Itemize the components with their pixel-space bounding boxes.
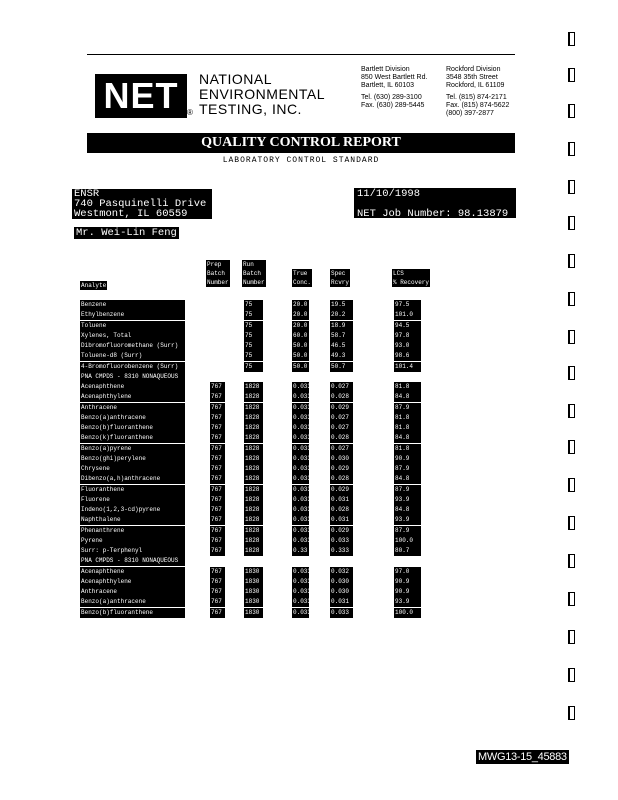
net-logo: NET	[95, 74, 187, 118]
cell-run-batch: 75	[244, 341, 263, 351]
cell-prep-batch: 767	[210, 515, 225, 525]
header-text: Run	[242, 260, 266, 269]
cell-analyte: Fluoranthene	[80, 485, 185, 495]
cell-prep-batch: 767	[210, 495, 225, 505]
cell-analyte: Toluene	[80, 321, 185, 331]
cell-analyte: Phenanthrene	[80, 526, 185, 536]
bartlett-line: 850 West Bartlett Rd.	[361, 74, 428, 81]
section-title: PNA CMPDS - 8310 NONAQUEOUS	[80, 556, 185, 566]
cell-prep-batch: 767	[210, 444, 225, 454]
scan-mark	[568, 216, 575, 230]
cell-true-conc: 0.033	[293, 475, 312, 483]
header-pct-recovery	[392, 269, 430, 287]
scan-mark	[568, 142, 575, 156]
scan-mark	[568, 254, 575, 268]
cell-analyte: Acenaphthene	[80, 567, 185, 577]
cell-prep-batch: 767	[210, 464, 225, 474]
cell-pct-recovery: 98.6	[394, 351, 421, 361]
table-row	[80, 464, 580, 474]
scan-mark	[568, 478, 575, 492]
scan-mark	[568, 68, 575, 82]
cell-true-conc: 0.033	[293, 516, 312, 524]
cell-pct-recovery: 90.9	[394, 454, 421, 464]
cell-analyte: Benzo(a)anthracene	[80, 413, 185, 423]
cell-pct-recovery: 84.8	[394, 392, 421, 402]
cell-pct-recovery: 101.4	[394, 362, 421, 372]
registered-mark-icon: ®	[187, 108, 193, 117]
header-text: Rcvry	[331, 279, 350, 286]
rockford-line: Tel. (815) 874-2171	[446, 94, 507, 101]
table-row	[80, 454, 580, 464]
job-number: NET Job Number: 98.13879	[357, 208, 509, 220]
table-row	[80, 444, 580, 454]
cell-run-batch: 1828	[244, 526, 263, 536]
cell-run-batch: 1828	[244, 392, 263, 402]
cell-true-conc: 0.033	[293, 577, 312, 585]
cell-analyte: Pyrene	[80, 536, 185, 546]
rockford-line: (800) 397-2877	[446, 110, 494, 117]
cell-pct-recovery: 93.9	[394, 515, 421, 525]
cell-pct-recovery: 84.8	[394, 474, 421, 484]
header-text: Batch	[206, 269, 230, 278]
cell-true-conc: 0.033	[293, 588, 312, 595]
scan-mark	[568, 668, 575, 682]
cell-analyte: Acenaphthylene	[80, 392, 185, 402]
cell-run-batch: 1828	[244, 433, 263, 443]
cell-spec-recovery: 0.027	[330, 382, 353, 392]
cell-run-batch: 1828	[244, 474, 263, 484]
cell-true-conc: 50.0	[293, 352, 308, 360]
cell-spec-recovery: 0.031	[330, 515, 353, 525]
rockford-address	[446, 66, 509, 118]
cell-true-conc: 0.033	[293, 526, 312, 534]
cell-pct-recovery: 81.8	[394, 413, 421, 423]
cell-analyte: Acenaphthene	[80, 382, 185, 392]
cell-analyte: Chrysene	[80, 464, 185, 474]
cell-analyte: Anthracene	[80, 403, 185, 413]
cell-prep-batch: 767	[210, 433, 225, 443]
rockford-line: Rockford Division	[446, 66, 501, 73]
cell-spec-recovery: 0.028	[330, 474, 353, 484]
table-row	[80, 567, 580, 577]
header-text: Batch	[242, 269, 266, 278]
cell-analyte: Indeno(1,2,3-cd)pyrene	[80, 505, 185, 515]
cell-true-conc: 50.0	[293, 342, 308, 349]
cell-run-batch: 75	[244, 321, 263, 331]
cell-run-batch: 1828	[244, 515, 263, 525]
scan-mark	[568, 180, 575, 194]
cell-true-conc: 0.033	[293, 465, 312, 472]
cell-true-conc: 0.033	[293, 506, 312, 513]
cell-prep-batch: 767	[210, 505, 225, 515]
table-row	[80, 515, 580, 525]
bartlett-line: Bartlett Division	[361, 66, 410, 73]
cell-prep-batch: 767	[210, 526, 225, 536]
cell-true-conc: 0.033	[293, 424, 312, 431]
table-row	[80, 587, 580, 597]
table-row	[80, 433, 580, 443]
cell-true-conc: 0.033	[293, 536, 312, 544]
cell-pct-recovery: 84.8	[394, 433, 421, 443]
cell-pct-recovery: 97.5	[394, 300, 421, 310]
header-text: % Recovery	[393, 279, 430, 286]
scan-mark	[568, 366, 575, 380]
table-row	[80, 577, 580, 587]
cell-run-batch: 1828	[244, 454, 263, 464]
cell-spec-recovery: 0.030	[330, 577, 353, 587]
cell-prep-batch: 767	[210, 454, 225, 464]
cell-pct-recovery: 93.9	[394, 597, 421, 607]
cell-true-conc: 0.033	[293, 454, 312, 462]
table-row	[80, 485, 580, 495]
cell-run-batch: 75	[244, 310, 263, 320]
cell-prep-batch: 767	[210, 546, 225, 556]
cell-true-conc: 0.033	[293, 598, 312, 606]
cell-analyte: Fluorene	[80, 495, 185, 505]
cell-run-batch: 75	[244, 351, 263, 361]
cell-prep-batch: 767	[210, 567, 225, 577]
bartlett-line: Fax. (630) 289-5445	[361, 102, 425, 109]
cell-spec-recovery: 50.7	[330, 362, 353, 372]
table-row	[80, 597, 580, 607]
cell-run-batch: 1828	[244, 413, 263, 423]
cell-prep-batch: 767	[210, 423, 225, 433]
table-row	[80, 351, 580, 361]
scan-mark	[568, 516, 575, 530]
scan-mark	[568, 292, 575, 306]
cell-prep-batch: 767	[210, 536, 225, 546]
scan-mark	[568, 592, 575, 606]
cell-spec-recovery: 0.027	[330, 413, 353, 423]
cell-analyte: Benzo(b)fluoranthene	[80, 608, 185, 618]
cell-analyte: Anthracene	[80, 587, 185, 597]
cell-pct-recovery: 94.5	[394, 321, 421, 331]
cell-run-batch: 1828	[244, 546, 263, 556]
client-contact: Mr. Wei-Lin Feng	[76, 227, 177, 239]
cell-analyte: Toluene-d8 (Surr)	[80, 351, 185, 361]
header-true-conc	[292, 269, 312, 287]
cell-spec-recovery: 0.029	[330, 526, 353, 536]
cell-prep-batch: 767	[210, 413, 225, 423]
cell-pct-recovery: 81.8	[394, 423, 421, 433]
cell-prep-batch: 767	[210, 485, 225, 495]
cell-true-conc: 0.033	[293, 413, 312, 421]
bartlett-line: Bartlett, IL 60103	[361, 82, 415, 89]
table-row	[80, 362, 580, 372]
header-text: Spec	[330, 269, 350, 278]
cell-true-conc: 0.033	[293, 383, 312, 390]
cell-run-batch: 1830	[244, 608, 263, 618]
company-name-line-3: TESTING, INC.	[199, 101, 302, 117]
rockford-line: Fax. (815) 874-5622	[446, 102, 510, 109]
cell-true-conc: 0.033	[293, 495, 312, 503]
cell-analyte: Xylenes, Total	[80, 331, 185, 341]
cell-spec-recovery: 0.030	[330, 587, 353, 597]
cell-pct-recovery: 80.7	[394, 546, 421, 556]
table-row	[80, 321, 580, 331]
report-date: 11/10/1998	[357, 188, 421, 200]
cell-pct-recovery: 84.8	[394, 505, 421, 515]
table-row	[80, 382, 580, 392]
rockford-line: Rockford, IL 61109	[446, 82, 505, 89]
cell-spec-recovery: 0.029	[330, 403, 353, 413]
cell-pct-recovery: 97.8	[394, 331, 421, 341]
cell-true-conc: 0.033	[293, 567, 312, 575]
table-row	[80, 608, 580, 618]
table-row	[80, 300, 580, 310]
cell-spec-recovery: 0.028	[330, 392, 353, 402]
cell-spec-recovery: 49.3	[330, 351, 353, 361]
cell-analyte: 4-Bromofluorobenzene (Surr)	[80, 362, 185, 372]
client-name: ENSR	[74, 188, 100, 200]
cell-spec-recovery: 0.031	[330, 597, 353, 607]
cell-run-batch: 1828	[244, 382, 263, 392]
cell-true-conc: 50.0	[293, 362, 308, 370]
report-subtitle: LABORATORY CONTROL STANDARD	[222, 156, 380, 165]
cell-spec-recovery: 0.027	[330, 423, 353, 433]
cell-prep-batch: 767	[210, 403, 225, 413]
header-text: Number	[207, 279, 229, 286]
client-city: Westmont, IL 60559	[74, 208, 188, 220]
cell-prep-batch: 767	[210, 382, 225, 392]
table-row	[80, 536, 580, 546]
cell-analyte: Benzo(ghi)perylene	[80, 454, 185, 464]
table-row	[80, 392, 580, 402]
company-name-line-2: ENVIRONMENTAL	[199, 86, 326, 102]
scan-mark	[568, 706, 575, 720]
cell-pct-recovery: 87.9	[394, 464, 421, 474]
cell-spec-recovery: 0.033	[330, 536, 353, 546]
scan-mark	[568, 440, 575, 454]
header-text: Prep	[206, 260, 230, 269]
cell-analyte: Acenaphthylene	[80, 577, 185, 587]
client-street: 740 Pasquinelli Drive	[74, 198, 207, 210]
scan-mark	[568, 404, 575, 418]
cell-spec-recovery: 20.2	[330, 310, 353, 320]
scan-mark	[568, 630, 575, 644]
cell-pct-recovery: 81.8	[394, 382, 421, 392]
cell-run-batch: 75	[244, 362, 263, 372]
cell-pct-recovery: 93.9	[394, 495, 421, 505]
cell-pct-recovery: 97.0	[394, 567, 421, 577]
cell-pct-recovery: 81.8	[394, 444, 421, 454]
header-analyte: Analyte	[81, 282, 107, 289]
cell-spec-recovery: 0.029	[330, 485, 353, 495]
cell-run-batch: 1828	[244, 505, 263, 515]
cell-prep-batch: 767	[210, 392, 225, 402]
company-name-line-1: NATIONAL	[199, 71, 272, 87]
cell-analyte: Benzene	[80, 300, 185, 310]
cell-spec-recovery: 0.032	[330, 567, 353, 577]
header-prep-batch	[206, 260, 230, 287]
table-row	[80, 413, 580, 423]
cell-true-conc: 0.033	[293, 608, 312, 616]
cell-run-batch: 1830	[244, 597, 263, 607]
cell-run-batch: 1828	[244, 485, 263, 495]
cell-run-batch: 1828	[244, 536, 263, 546]
cell-analyte: Surr: p-Terphenyl	[80, 546, 185, 556]
cell-true-conc: 0.033	[293, 393, 312, 401]
cell-analyte: Ethylbenzene	[80, 310, 185, 320]
cell-true-conc: 20.0	[293, 321, 308, 329]
table-row	[80, 546, 580, 556]
cell-true-conc: 60.0	[293, 331, 308, 339]
table-row	[80, 331, 580, 341]
cell-pct-recovery: 100.0	[394, 608, 421, 618]
table-row	[80, 474, 580, 484]
bartlett-line: Tel. (630) 289-3100	[361, 94, 422, 101]
table-row	[80, 495, 580, 505]
cell-spec-recovery: 58.7	[330, 331, 353, 341]
bartlett-address	[361, 66, 427, 110]
cell-run-batch: 1830	[244, 567, 263, 577]
cell-analyte: Benzo(a)anthracene	[80, 597, 185, 607]
cell-analyte: Benzo(b)fluoranthene	[80, 423, 185, 433]
cell-prep-batch: 767	[210, 587, 225, 597]
cell-pct-recovery: 90.9	[394, 577, 421, 587]
cell-true-conc: 20.0	[293, 301, 308, 308]
cell-spec-recovery: 0.029	[330, 464, 353, 474]
table-row	[80, 526, 580, 536]
scan-mark	[568, 104, 575, 118]
scan-mark	[568, 32, 575, 46]
document-id: MWG13-15_45883	[478, 751, 567, 763]
cell-analyte: Benzo(k)fluoranthene	[80, 433, 185, 443]
cell-run-batch: 75	[244, 300, 263, 310]
cell-run-batch: 1828	[244, 464, 263, 474]
cell-spec-recovery: 19.5	[330, 300, 353, 310]
section-title: PNA CMPDS - 8310 NONAQUEOUS	[80, 372, 185, 382]
scan-mark	[568, 330, 575, 344]
cell-run-batch: 1828	[244, 423, 263, 433]
rockford-line: 3548 35th Street	[446, 74, 498, 81]
cell-run-batch: 75	[244, 331, 263, 341]
cell-analyte: Naphthalene	[80, 515, 185, 525]
cell-pct-recovery: 87.9	[394, 403, 421, 413]
header-text: True	[292, 269, 312, 278]
cell-prep-batch: 767	[210, 577, 225, 587]
cell-pct-recovery: 100.0	[394, 536, 421, 546]
cell-analyte: Dibenzo(a,h)anthracene	[80, 474, 185, 484]
header-spec-recovery	[330, 269, 350, 287]
cell-run-batch: 1830	[244, 577, 263, 587]
cell-spec-recovery: 0.033	[330, 608, 353, 618]
cell-spec-recovery: 46.5	[330, 341, 353, 351]
cell-analyte: Benzo(a)pyrene	[80, 444, 185, 454]
cell-pct-recovery: 87.9	[394, 526, 421, 536]
table-row	[80, 310, 580, 320]
cell-true-conc: 20.0	[293, 311, 308, 319]
cell-prep-batch: 767	[210, 474, 225, 484]
cell-spec-recovery: 0.031	[330, 495, 353, 505]
cell-true-conc: 0.033	[293, 403, 312, 411]
header-text: Number	[243, 279, 265, 286]
cell-prep-batch: 767	[210, 608, 225, 618]
cell-pct-recovery: 93.0	[394, 341, 421, 351]
report-title: QUALITY CONTROL REPORT	[87, 133, 515, 153]
cell-true-conc: 0.033	[293, 434, 312, 442]
header-text: LCS	[392, 269, 430, 278]
cell-run-batch: 1830	[244, 587, 263, 597]
cell-pct-recovery: 101.0	[394, 310, 421, 320]
cell-spec-recovery: 18.9	[330, 321, 353, 331]
cell-run-batch: 1828	[244, 444, 263, 454]
table-row	[80, 423, 580, 433]
cell-prep-batch: 767	[210, 597, 225, 607]
table-row	[80, 403, 580, 413]
cell-run-batch: 1828	[244, 403, 263, 413]
cell-spec-recovery: 0.030	[330, 454, 353, 464]
cell-analyte: Dibromofluoromethane (Surr)	[80, 341, 185, 351]
cell-true-conc: 0.033	[293, 444, 312, 452]
scan-mark	[568, 554, 575, 568]
cell-true-conc: 0.033	[293, 485, 312, 493]
table-row	[80, 505, 580, 515]
cell-spec-recovery: 0.027	[330, 444, 353, 454]
cell-true-conc: 0.33	[293, 547, 308, 554]
cell-spec-recovery: 0.028	[330, 505, 353, 515]
cell-pct-recovery: 90.9	[394, 587, 421, 597]
header-run-batch	[242, 260, 266, 287]
cell-spec-recovery: 0.028	[330, 433, 353, 443]
cell-pct-recovery: 87.9	[394, 485, 421, 495]
cell-run-batch: 1828	[244, 495, 263, 505]
cell-spec-recovery: 0.333	[330, 546, 353, 556]
table-row	[80, 341, 580, 351]
header-text: Conc.	[293, 279, 312, 286]
